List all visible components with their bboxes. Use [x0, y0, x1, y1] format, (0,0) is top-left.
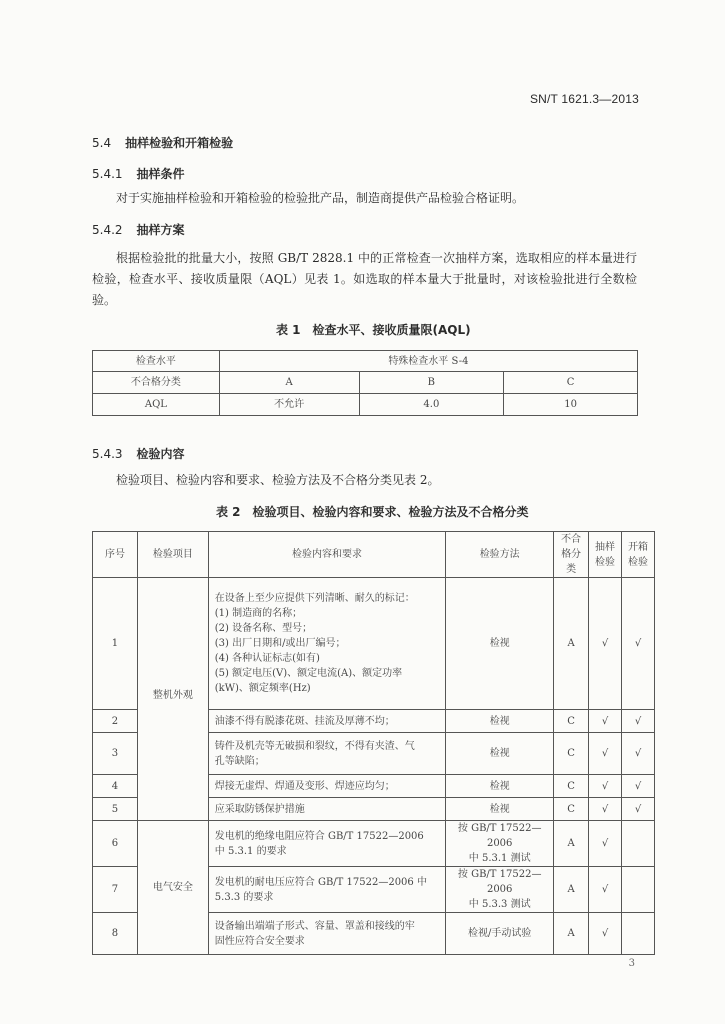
table-2-cell: √ — [622, 578, 655, 710]
table-2-cell: 检视/手动试验 — [446, 913, 554, 955]
table-2-content-cell: 在设备上至少应提供下列清晰、耐久的标记： (1) 制造商的名称； (2) 设备名称、型号； (3) 出厂日期和/或出厂编号； (4) 各种认证标志(如有) (5) 额定电压(V)、额定电流(A)、额定功率 (kW)、额定频率(Hz) — [208, 578, 446, 710]
table-1-cell: 10 — [504, 394, 638, 416]
table-2-header-cell: 抽样检验 — [589, 532, 622, 578]
table-2-cell: √ — [589, 710, 622, 733]
table-2-cell: √ — [589, 578, 622, 710]
table-2-content-cell: 发电机的耐电压应符合 GB/T 17522—2006 中 5.3.3 的要求 — [208, 867, 446, 913]
table-2-cell: 3 — [93, 733, 138, 775]
table-2-cell: √ — [622, 733, 655, 775]
table-2-cell: 按 GB/T 17522—2006 中 5.3.3 测试 — [446, 867, 554, 913]
table-2-header-cell: 检验内容和要求 — [208, 532, 446, 578]
table-2-cell: √ — [622, 710, 655, 733]
table-2-content-cell: 设备输出端端子形式、容量、罩盖和接线的牢 固性应符合安全要求 — [208, 913, 446, 955]
section-5-4-1-heading: 5.4.1 抽样条件 — [92, 167, 185, 181]
standard-number: SN/T 1621.3—2013 — [529, 92, 639, 106]
table-2-cell: 6 — [93, 821, 138, 867]
section-5-4-1-text: 对于实施抽样检验和开箱检验的检验批产品，制造商提供产品检验合格证明。 — [116, 191, 525, 205]
table-2-header-cell: 开箱检验 — [622, 532, 655, 578]
table-2-cell: 5 — [93, 798, 138, 821]
table-2-cell: √ — [622, 775, 655, 798]
table-2-cell: 1 — [93, 578, 138, 710]
table-2-cell: 2 — [93, 710, 138, 733]
table-2 — [92, 531, 655, 955]
table-2-header-cell: 检验项目 — [137, 532, 208, 578]
table-2-header-cell: 检验方法 — [446, 532, 554, 578]
table-2-cell: A — [554, 913, 589, 955]
table-1-cell: 4.0 — [359, 394, 504, 416]
table-1-cell: B — [359, 372, 504, 394]
table-2-cell: C — [554, 710, 589, 733]
section-5-4-heading: 5.4 抽样检验和开箱检验 — [92, 136, 234, 150]
table-1-cell: AQL — [93, 394, 220, 416]
table-2-cell — [622, 821, 655, 867]
table-1-caption: 表 1 检查水平、接收质量限(AQL) — [276, 323, 471, 337]
table-1-cell: C — [504, 372, 638, 394]
table-2-cell: 7 — [93, 867, 138, 913]
table-2-cell: 检视 — [446, 578, 554, 710]
table-1-cell: 不合格分类 — [93, 372, 220, 394]
table-2-cell: √ — [589, 798, 622, 821]
table-2-cell: 4 — [93, 775, 138, 798]
table-2-cell: 8 — [93, 913, 138, 955]
section-5-4-3-text: 检验项目、检验内容和要求、检验方法及不合格分类见表 2。 — [116, 473, 440, 487]
table-2-cell: C — [554, 775, 589, 798]
table-2-cell: √ — [589, 821, 622, 867]
table-2-cell: 按 GB/T 17522—2006 中 5.3.1 测试 — [446, 821, 554, 867]
table-2-cell: C — [554, 733, 589, 775]
table-2-cell: 检视 — [446, 798, 554, 821]
table-2-cell: C — [554, 798, 589, 821]
table-1-cell: 检查水平 — [93, 351, 220, 372]
section-5-4-3-heading: 5.4.3 检验内容 — [92, 447, 185, 461]
table-2-content-cell: 铸件及机壳等无破损和裂纹，不得有夹渣、气 孔等缺陷； — [208, 733, 446, 775]
table-2-content-cell: 油漆不得有脱漆花斑、挂流及厚薄不均； — [208, 710, 446, 733]
table-2-header-cell: 序号 — [93, 532, 138, 578]
table-2-cell: A — [554, 867, 589, 913]
section-5-4-2-text: 根据检验批的批量大小，按照 GB/T 2828.1 中的正常检查一次抽样方案，选取相应的样本量进行检验，检查水平、接收质量限（AQL）见表 1。如选取的样本量大于批量时，对该检验批进行全数检验。 — [92, 251, 637, 307]
table-1 — [92, 350, 638, 416]
table-2-content-cell: 焊接无虚焊、焊通及变形、焊迹应均匀； — [208, 775, 446, 798]
table-1-cell: 特殊检查水平 S-4 — [219, 351, 637, 372]
table-2-cell: 检视 — [446, 775, 554, 798]
table-2-caption: 表 2 检验项目、检验内容和要求、检验方法及不合格分类 — [216, 505, 529, 519]
table-2-cell — [622, 867, 655, 913]
table-2-cell: A — [554, 578, 589, 710]
table-2-cell: 检视 — [446, 710, 554, 733]
table-2-cell: √ — [622, 798, 655, 821]
page-number: 3 — [628, 958, 635, 969]
table-2-cell: √ — [589, 913, 622, 955]
table-2-content-cell: 发电机的绝缘电阻应符合 GB/T 17522—2006 中 5.3.1 的要求 — [208, 821, 446, 867]
table-2-cell: 检视 — [446, 733, 554, 775]
table-2-group-cell: 整机外观 — [137, 578, 208, 821]
table-2-content-cell: 应采取防锈保护措施 — [208, 798, 446, 821]
table-2-cell: √ — [589, 867, 622, 913]
table-2-cell: √ — [589, 733, 622, 775]
table-2-cell: A — [554, 821, 589, 867]
table-2-cell: √ — [589, 775, 622, 798]
table-1-cell: 不允许 — [219, 394, 359, 416]
table-2-header-cell: 不合格分类 — [554, 532, 589, 578]
table-2-group-cell: 电气安全 — [137, 821, 208, 955]
table-1-cell: A — [219, 372, 359, 394]
table-2-cell — [622, 913, 655, 955]
section-5-4-2-heading: 5.4.2 抽样方案 — [92, 223, 185, 237]
